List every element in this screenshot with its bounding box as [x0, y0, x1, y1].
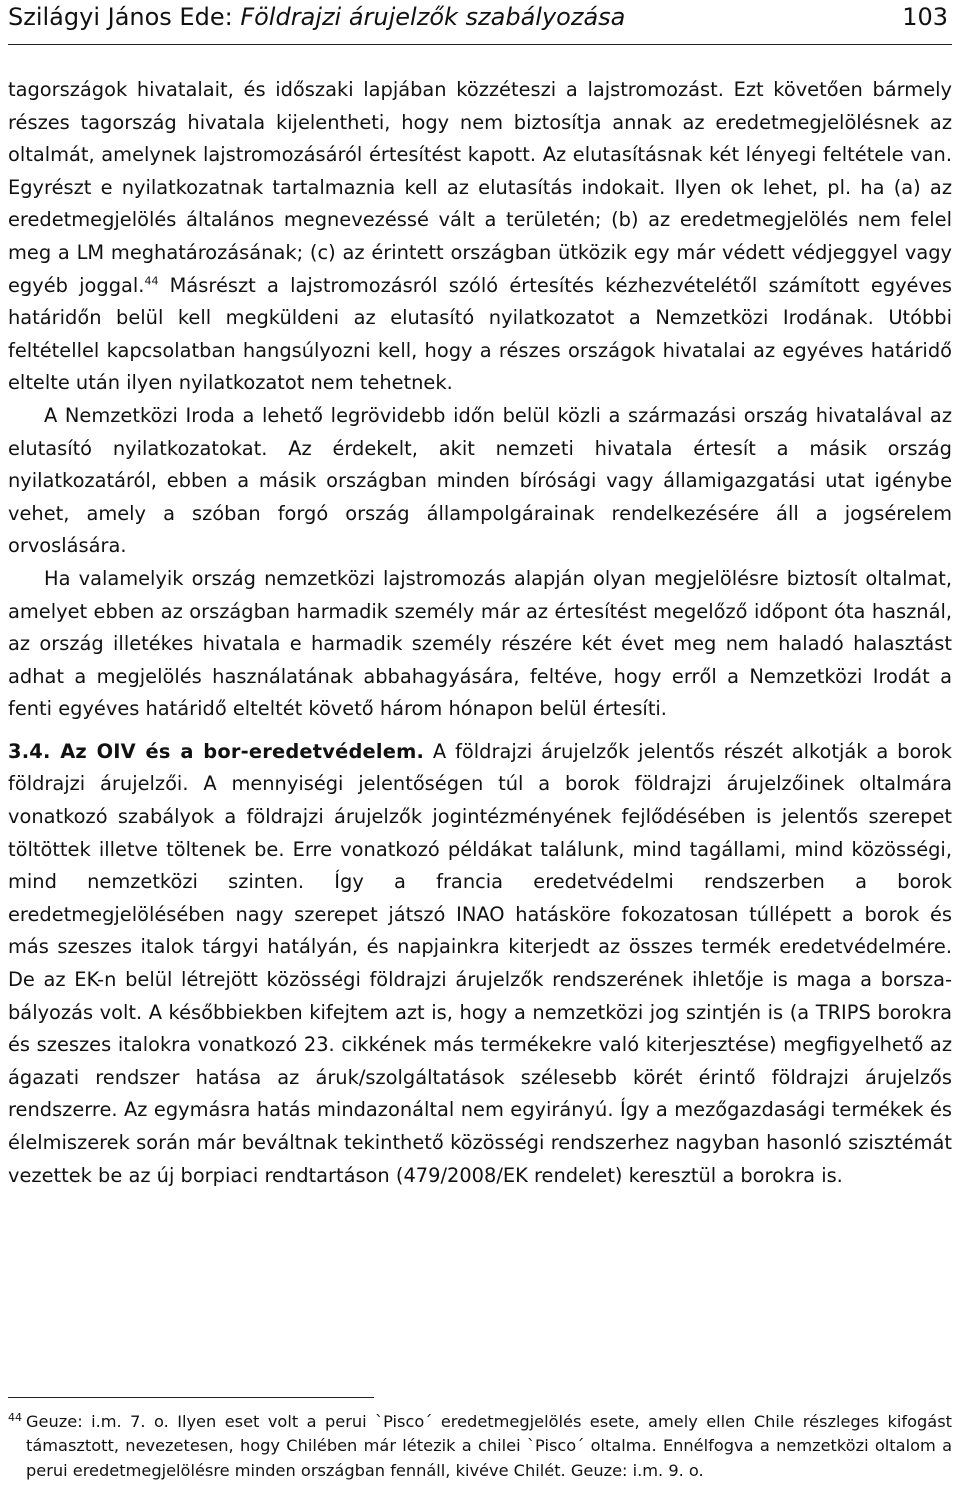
body-text: [8, 74, 952, 1192]
footnote-rule: [8, 1397, 374, 1398]
running-header: [8, 2, 952, 36]
header-rule: [8, 44, 952, 45]
header-title: Földrajzi árujelzők szabályozása: [240, 3, 626, 31]
section-paragraph: [8, 736, 952, 1192]
footnote: [8, 1410, 952, 1483]
header-author: Szilágyi János Ede:: [8, 3, 241, 31]
section-text: A földrajzi árujelzők jelentős részét alkotják a borok földrajzi árujelzői. A mennyiségi jelentőségen túl a borok földrajzi árujelzőinek oltalmára vonatkozó szabályok a földrajzi árujelzők jogintézményének fejlődésében is jelentős szerepet töltöttek illetve töltenek be. Erre vonatkozó példákat találunk, mind tagállami, mind közösségi, mind nemzetközi szinten. Így a francia eredetvédelmi rendszerben a borok eredetmegjelölésében nagy szerepet játszó INAO hatásköre fokozatosan túllépett a borok és más szeszes italok tárgyi hatályán, és napjainkra kiterjedt az összes termék eredetvédelmére. De az EK-n belül létrejött közösségi földrajzi árujelzők rendszerének ihletője is maga a borszabályozás volt. A későbbiekben kifejtem azt is, hogy a nemzetközi jog szintjén is (a TRIPS borokra és szeszes italokra vonatkozó 23. cikkének más termékekre való kiterjesztése) megfigyelhető az ágazati rendszer hatása az áruk/szolgáltatások szélesebb körét érintő földrajzi árujelzős rendszerre. Az egymásra hatás mindazonáltal nem egyirányú. Így a mezőgazdasági termékek és élelmiszerek során már beváltnak tekinthető közösségi rendszerhez nagyban hasonló szisztémát vezettek be az új borpiaci rendtartáson (479/2008/EK rendelet) keresztül a borokra is.: [8, 739, 952, 1187]
footnote-reference[interactable]: 44: [144, 274, 159, 288]
page-number: 103: [902, 3, 948, 31]
paragraph-1-part-a: tagországok hivatalait, és időszaki lapjában közzéteszi a lajstromozást. Ezt követően bármely részes tagország hivatala kijelentheti, hogy nem biztosítja annak az eredetmegjelölésnek az oltalmát, amelynek lajstromozásáról értesítést kapott. Az elutasításnak két lényegi feltétele van. Egyrészt e nyilatkozatnak tartalmaznia kell az elutasítás indokait. Ilyen ok lehet, pl. ha (a) az eredetmegjelölés általános megnevezéssé vált a területén; (b) az eredetmegjelölés nem felel meg a LM meghatározásának; (c) az érintett országban ütközik egy már védett védjeggyel vagy egyéb joggal.: [8, 78, 952, 297]
footnote-number: 44: [8, 1411, 22, 1424]
footnote-text: Geuze: i.m. 7. o. Ilyen eset volt a perui `Pisco´ eredetmegjelölés esete, amely ellen Chile részleges kifogást támasztott, nevezetesen, hogy Chilében már létezik a chilei `Pisco´ oltalma. Ennélfogva a nemzetközi oltalom a perui eredetmegjelölésre minden országban fennáll, kivéve Chilét. Geuze: i.m. 9. o.: [26, 1412, 952, 1480]
paragraph-3: Ha valamelyik ország nemzetközi lajstromozás alapján olyan megjelölésre biztosít oltalmat, amelyet ebben az országban harmadik személy már az értesítést megelőző időpont óta használ, az ország illetékes hivatala e harmadik személy részére két évet meg nem haladó halasztást adhat a megjelölés használatának abbahagyására, feltéve, hogy erről a Nemzetközi Irodát a fenti egyéves határidő elteltét követő három hónapon belül értesíti.: [8, 566, 952, 721]
section-heading: 3.4. Az OIV és a bor-eredetvédelem.: [8, 739, 425, 763]
paragraph-2: A Nemzetközi Iroda a lehető legrövidebb időn belül közli a származási ország hivatalával az elutasító nyilatkozatokat. Az érdekelt, akit nemzeti hivatala értesít a másik ország nyilatkozatáról, ebben a másik országban minden bírósági vagy államigazgatási utat igénybe vehet, amely a szóban forgó ország állampolgárainak rendelkezésére áll a jogsérelem orvoslására.: [8, 403, 952, 558]
paragraph-1: [8, 74, 952, 400]
paragraph-1-part-b: Másrészt a lajstromozásról szóló értesítés kézhezvételétől számított egyéves határidőn belül kell megküldeni az elutasító nyilatkozatot a Nemzetközi Irodának. Utóbbi feltétellel kapcsolatban hangsúlyozni kell, hogy a részes országok hivatalai az egyéves határidő eltelte után ilyen nyilatkozatot nem tehetnek.: [8, 273, 952, 395]
